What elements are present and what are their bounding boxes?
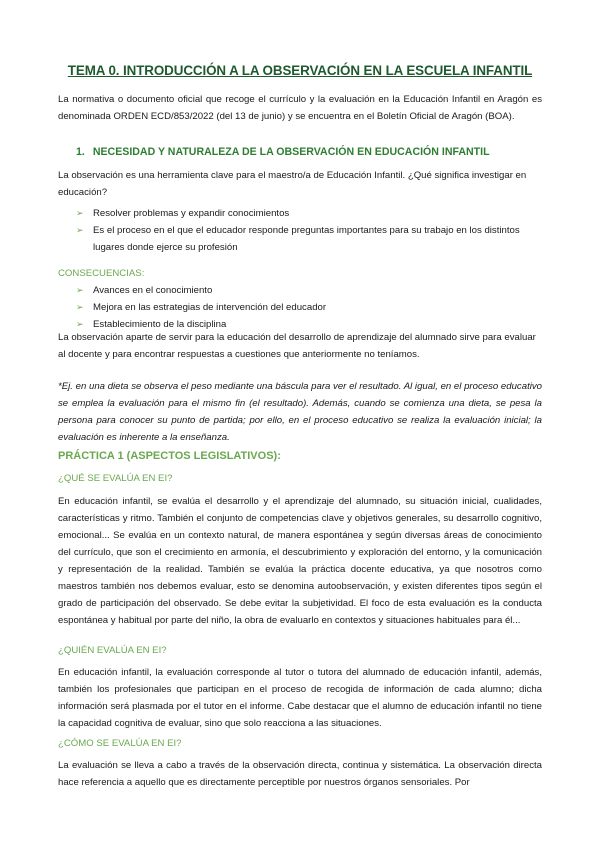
consequences-list [76, 282, 542, 333]
list-item: ➢ Avances en el conocimiento [76, 282, 542, 299]
document-title: TEMA 0. INTRODUCCIÓN A LA OBSERVACIÓN EN LA ESCUELA INFANTIL [67, 63, 533, 78]
arrow-bullet-icon: ➢ [76, 319, 84, 329]
list-item: ➢ Resolver problemas y expandir conocimientos [76, 205, 542, 222]
section-1-heading [76, 146, 490, 158]
example-paragraph: *Ej. en una dieta se observa el peso mediante una báscula para ver el resultado. Al igual, en el proceso educativo se emplea la evaluación para el mismo fin (el resultado). Además, cuando se comienza una dieta, se pesa la persona para conocer su punto de partida; por ello, en el proceso educativo se realiza la evaluación inicial; la evaluación es inherente a la enseñanza. [58, 381, 542, 443]
list-item: ➢ Es el proceso en el que el educador responde preguntas importantes para su trabajo en los distintos lugares donde ejerce su profesión [76, 222, 542, 256]
observation-paragraph: La observación aparte de servir para la educación del desarrollo de aprendizaje del alumnado sirve para evaluar al docente y para encontrar respuestas a cuestiones que anteriormente no teníamos. [58, 332, 536, 360]
arrow-bullet-icon: ➢ [76, 285, 84, 295]
answer-who-paragraph: En educación infantil, la evaluación corresponde al tutor o tutora del alumnado de educación infantil, además, también los profesionales que participan en el proceso de recogida de información de cada alumno; dicha información será plasmada por el tutor en el informe. Cabe destacar que el alumno de educación infantil no tiene la capacidad cognitiva de evaluar, sino que solo reacciona a las situaciones. [58, 667, 542, 729]
list-item: ➢ Mejora en las estrategias de intervención del educador [76, 299, 542, 316]
list-item: ➢ Establecimiento de la disciplina [76, 316, 542, 333]
section-number: 1. [76, 146, 85, 158]
arrow-bullet-icon: ➢ [76, 208, 84, 218]
answer-what-paragraph: En educación infantil, se evalúa el desarrollo y el aprendizaje del alumnado, su situación inicial, cualidades, características y ritmo. También el conjunto de competencias clave y objetivos generales, su desarrollo cognitivo, emocional... Se evalúa en un contexto natural, de manera espontánea y según diversas áreas de conocimiento del currículo, que son el crecimiento en armonía, el descubrimiento y exploración del entorno, y la comunicación y representación de la realidad. También se evalúa la práctica docente educativa, ya que nosotros como maestros también nos debemos evaluar, esto se denomina autoobservación, y existen diferentes tipos según el grado de participación del observado. Se debe evitar la subjetividad. El foco de esta evaluación es la conducta espontánea y habitual por parte del niño, la obra de evaluarlo en contextos y situaciones habituales para él... [58, 496, 542, 626]
question-who-heading: ¿QUIÉN EVALÚA EN EI? [58, 645, 167, 656]
investigation-list [76, 205, 542, 256]
intro-paragraph: La normativa o documento oficial que recoge el currículo y la evaluación en la Educación Infantil en Aragón es denominada ORDEN ECD/853/2022 (del 13 de junio) y se encuentra en el Boletín Oficial de Aragón (BOA). [58, 94, 542, 122]
question-how-heading: ¿CÓMO SE EVALÚA EN EI? [58, 738, 182, 749]
section-title: NECESIDAD Y NATURALEZA DE LA OBSERVACIÓN EN EDUCACIÓN INFANTIL [92, 146, 490, 158]
question-what-heading: ¿QUÉ SE EVALÚA EN EI? [58, 473, 173, 484]
arrow-bullet-icon: ➢ [76, 225, 84, 235]
practica-heading: PRÁCTICA 1 (ASPECTOS LEGISLATIVOS): [58, 450, 281, 462]
arrow-bullet-icon: ➢ [76, 302, 84, 312]
answer-how-paragraph: La evaluación se lleva a cabo a través de la observación directa, continua y sistemática. La observación directa hace referencia a aquello que es directamente perceptible por nuestros órganos sensoriales. Por [58, 760, 542, 788]
section-1-paragraph: La observación es una herramienta clave para el maestro/a de Educación Infantil. ¿Qué significa investigar en educación? [58, 170, 527, 198]
consequences-label: CONSECUENCIAS: [58, 268, 145, 279]
